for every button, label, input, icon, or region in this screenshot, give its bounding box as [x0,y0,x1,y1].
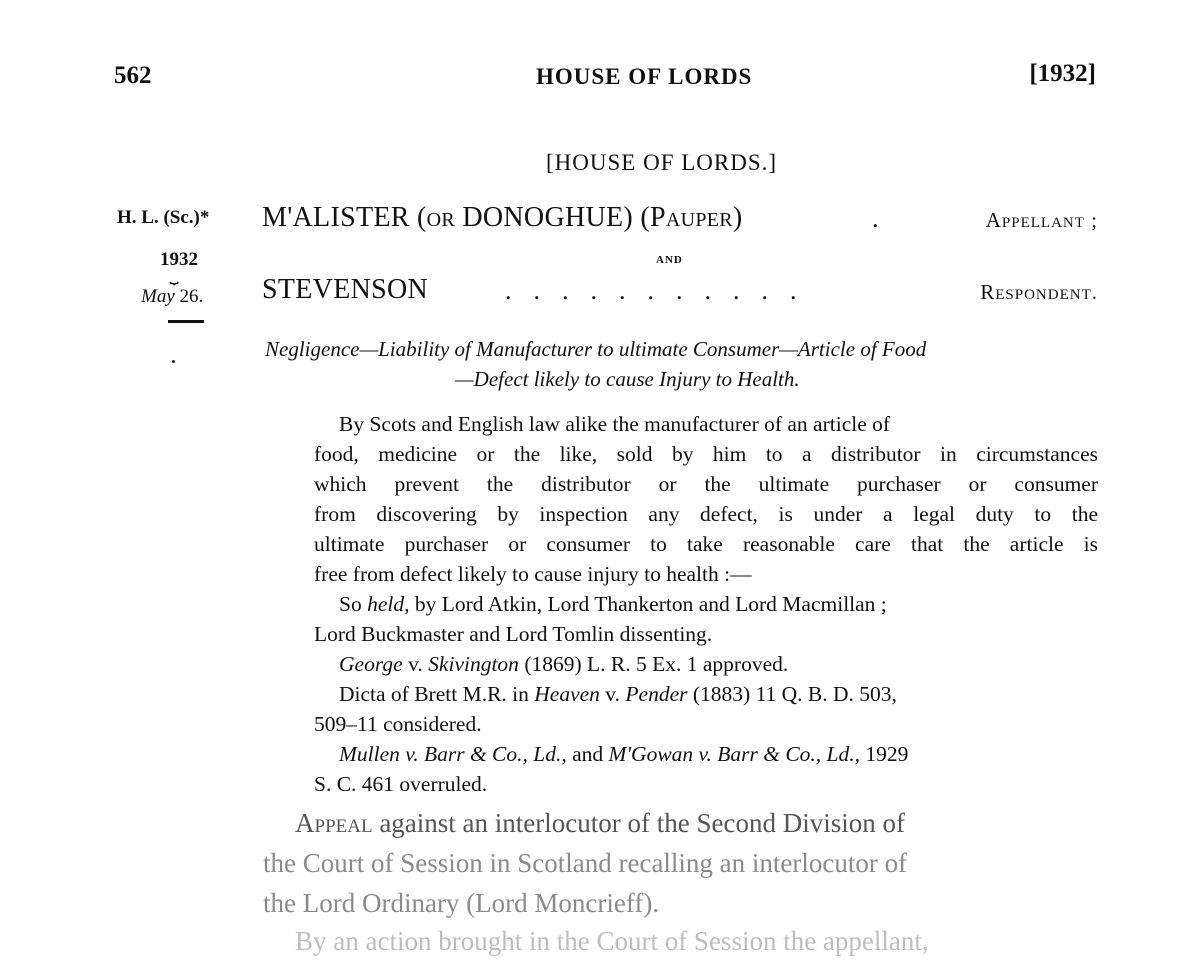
case-party: Heaven [534,682,600,706]
margin-speck [172,360,175,363]
appellant-name-part: M'ALISTER ( [262,202,427,233]
court-heading: [HOUSE OF LORDS.] [546,150,778,175]
headnote-text: 1929 [860,742,909,766]
margin-brace: ⏟ [170,270,179,285]
headnote-held-word: held, [367,592,410,616]
headnote-text: Dicta of Brett M.R. in [339,682,535,706]
appeal-line-1 [295,808,905,839]
case-name: M'Gowan v. Barr & Co., Ld., [608,742,860,766]
page-number: 562 [114,62,152,89]
appellant-name-part: ) [732,202,743,233]
headnote-text: So [339,592,368,616]
headnote-text: v. [402,652,429,676]
case-party: George [339,652,403,676]
margin-year: 1932 [160,249,198,270]
headnote-text: (1883) 11 Q. B. D. 503, [687,682,897,706]
respondent-name: STEVENSON [262,274,429,305]
headnote-citation-mullen [339,742,908,767]
appeal-word: Appeal [295,808,373,838]
headnote-citation-george [339,652,788,677]
headnote-line: food, medicine or the like, sold by him to a distributor in circumstances [314,442,1098,466]
margin-date-month: May [141,286,175,307]
headnote-held-line [339,592,887,617]
running-title: HOUSE OF LORDS [536,64,753,89]
headnote-line: By Scots and English law alike the manufacturer of an article of [339,412,891,436]
case-name: Mullen v. Barr & Co., Ld., [339,742,567,766]
headnote-text: and [566,742,609,766]
appeal-line-2: the Court of Session in Scotland recalling an interlocutor of [263,848,908,878]
appellant-name [262,202,743,234]
respondent-leader-dots: ........... [505,276,819,305]
headnote-line: S. C. 461 overruled. [314,772,488,796]
case-party: Pender [625,682,688,706]
appellant-leader-dot: . [872,204,879,233]
catchwords-line-1: Negligence—Liability of Manufacturer to ultimate Consumer—Article of Food [265,337,927,361]
appeal-line-4: By an action brought in the Court of Session the appellant, [295,926,929,956]
headnote-text: (1869) L. R. 5 Ex. 1 approved. [518,652,789,676]
headnote-text: v. [599,682,626,706]
appeal-line-3: the Lord Ordinary (Lord Moncrieff). [263,888,660,918]
margin-date-day: 26. [179,286,204,307]
headnote-line: which prevent the distributor or the ultimate purchaser or consumer [314,472,1098,496]
headnote-line: free from defect likely to cause injury to health :— [314,562,752,586]
catchwords-line-2: —Defect likely to cause Injury to Health. [455,367,800,391]
margin-date [141,286,203,308]
appeal-text: against an interlocutor of the Second Division of [372,808,905,838]
margin-court-label: H. L. (Sc.)* [117,207,210,228]
running-year: [1932] [1029,60,1096,87]
appellant-name-or: or [426,202,456,233]
margin-rule [168,320,204,323]
headnote-line: ultimate purchaser or consumer to take reasonable care that the article is [314,532,1098,556]
headnote-line: from discovering by inspection any defect, is under a legal duty to the [314,502,1098,526]
headnote-text: by Lord Atkin, Lord Thankerton and Lord Macmillan ; [409,592,887,616]
appellant-role: Appellant ; [985,208,1098,232]
appellant-name-part: DONOGHUE) ( [455,202,650,233]
appellant-name-pauper: Pauper [649,202,733,233]
headnote-citation-heaven [339,682,897,707]
and-separator: and [656,251,683,267]
headnote-line: Lord Buckmaster and Lord Tomlin dissenting. [314,622,713,646]
case-party: Skivington [428,652,519,676]
respondent-role: Respondent. [980,280,1098,304]
headnote-line: 509–11 considered. [314,712,482,736]
